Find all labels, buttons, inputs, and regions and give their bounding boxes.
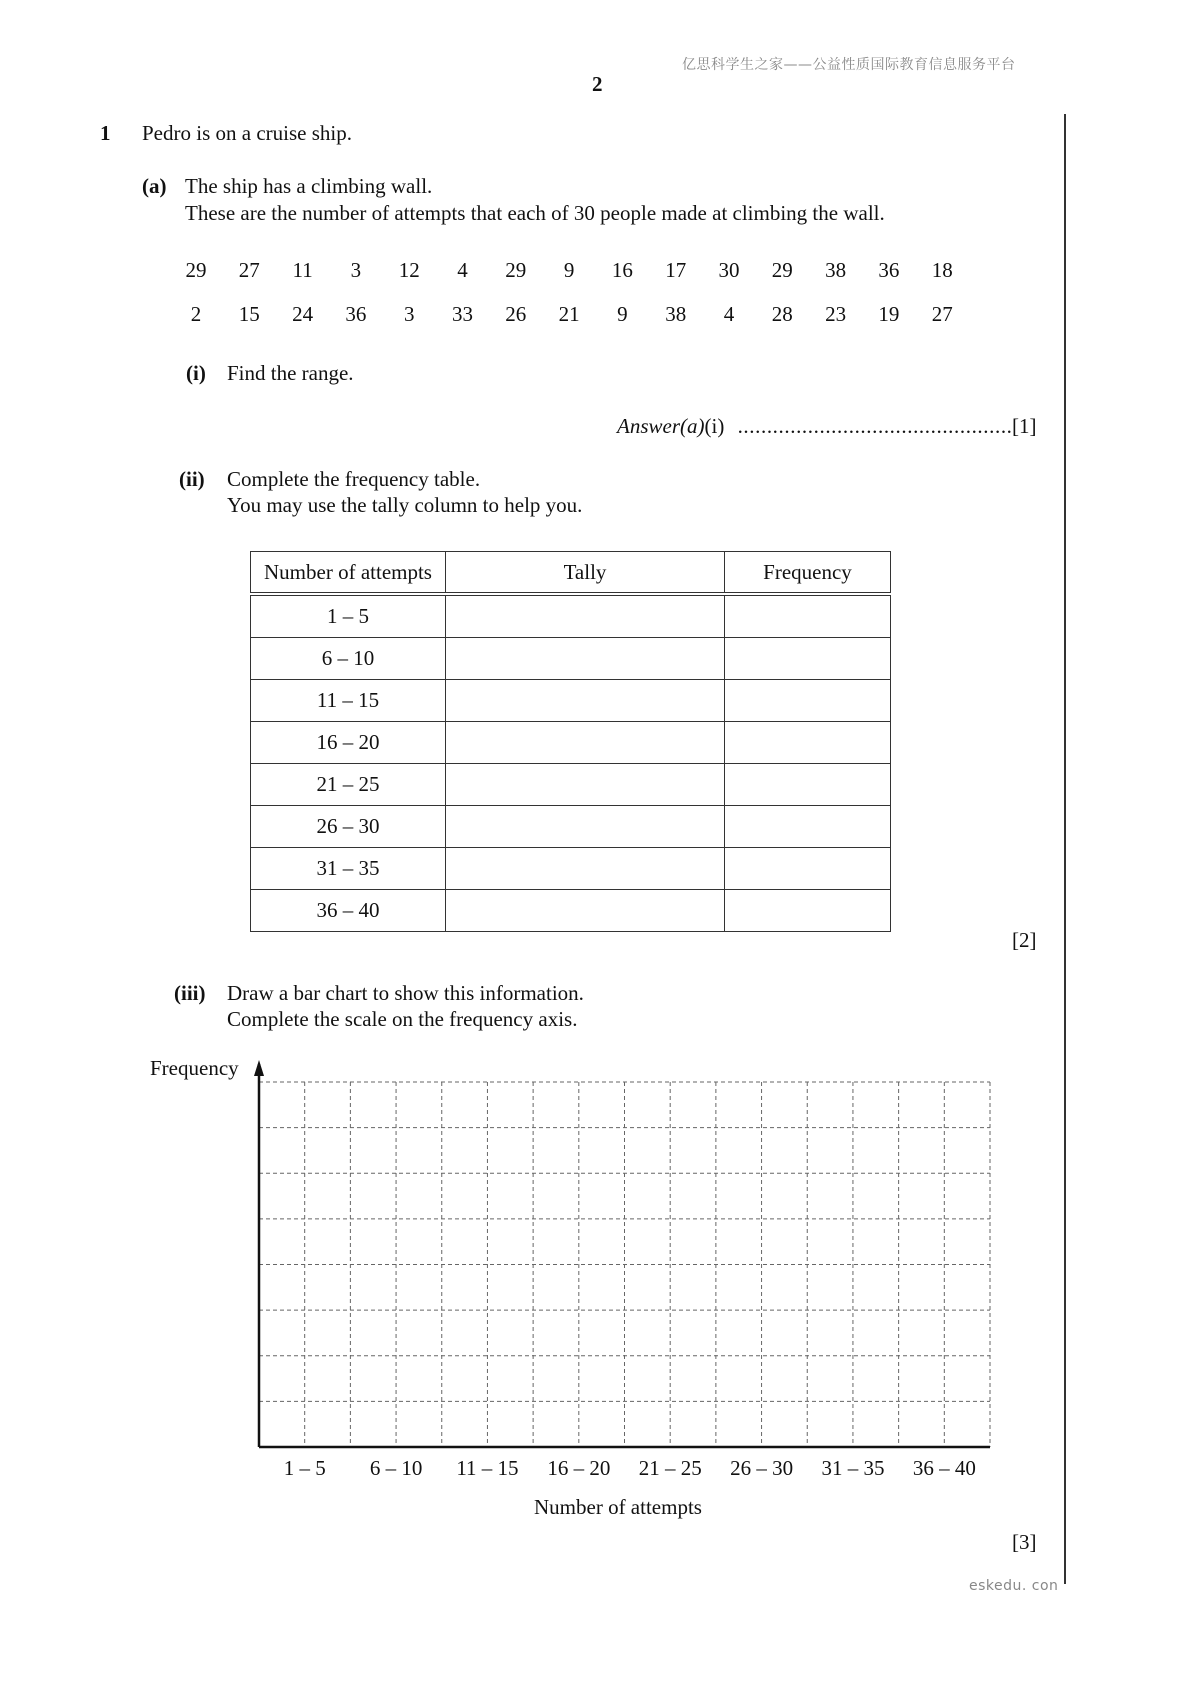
x-tick-label: 26 – 30 bbox=[730, 1456, 794, 1480]
marks-i: [1] bbox=[1012, 414, 1037, 438]
data-row-1-value: 27 bbox=[238, 258, 260, 282]
part-a-label: (a) bbox=[142, 174, 167, 198]
x-tick-label: 36 – 40 bbox=[912, 1456, 976, 1480]
watermark-top: 亿思科学生之家——公益性质国际教育信息服务平台 bbox=[682, 57, 1016, 73]
part-iii-label: (iii) bbox=[174, 981, 206, 1005]
range-cell: 16 – 20 bbox=[251, 722, 446, 764]
data-row-2-value: 9 bbox=[617, 302, 628, 326]
x-tick-label: 11 – 15 bbox=[456, 1456, 519, 1480]
data-row-2-value: 24 bbox=[292, 302, 314, 326]
y-axis-arrow-icon bbox=[254, 1060, 264, 1076]
marks-iii: [3] bbox=[1012, 1530, 1037, 1554]
data-row-2-value: 2 bbox=[190, 302, 202, 326]
data-row-1-value: 12 bbox=[398, 258, 420, 282]
range-cell: 36 – 40 bbox=[251, 890, 446, 932]
range-cell: 26 – 30 bbox=[251, 806, 446, 848]
data-row-1-value: 9 bbox=[563, 258, 575, 282]
data-row-1-value: 18 bbox=[931, 258, 953, 282]
data-row-1-value: 4 bbox=[457, 258, 468, 282]
question-number: 1 bbox=[100, 121, 111, 145]
range-cell: 31 – 35 bbox=[251, 848, 446, 890]
data-row-2-value: 28 bbox=[771, 302, 793, 326]
x-tick-label: 6 – 10 bbox=[369, 1456, 423, 1480]
data-row-2-value: 3 bbox=[403, 302, 415, 326]
range-cell: 21 – 25 bbox=[251, 764, 446, 806]
header-frequency: Frequency bbox=[725, 552, 891, 595]
data-row-1-value: 38 bbox=[825, 258, 847, 282]
data-row-2-value: 36 bbox=[345, 302, 367, 326]
data-row-2-value: 21 bbox=[558, 302, 580, 326]
part-ii-line2: You may use the tally column to help you. bbox=[227, 493, 583, 517]
data-row-1-value: 11 bbox=[292, 258, 313, 282]
x-tick-label: 31 – 35 bbox=[821, 1456, 885, 1480]
answer-suffix: (i) bbox=[704, 414, 725, 438]
data-row-2-value: 23 bbox=[825, 302, 847, 326]
data-row-2-value: 26 bbox=[505, 302, 527, 326]
data-row-1-value: 29 bbox=[185, 258, 207, 282]
data-row-1-value: 29 bbox=[771, 258, 793, 282]
data-row-2-value: 27 bbox=[931, 302, 953, 326]
range-cell: 6 – 10 bbox=[251, 638, 446, 680]
answer-prefix: Answer(a) bbox=[617, 414, 705, 438]
range-cell: 11 – 15 bbox=[251, 680, 446, 722]
data-row-1-value: 29 bbox=[505, 258, 527, 282]
data-row-2-value: 19 bbox=[878, 302, 900, 326]
watermark-bottom: eskedu. con bbox=[969, 1578, 1059, 1594]
data-row-2-value: 15 bbox=[238, 302, 260, 326]
marks-ii: [2] bbox=[1012, 928, 1037, 952]
answer-dots[interactable]: ............................................... bbox=[737, 414, 1013, 438]
part-ii-label: (ii) bbox=[179, 467, 205, 491]
part-i-label: (i) bbox=[186, 361, 206, 385]
data-row-2-value: 4 bbox=[723, 302, 735, 326]
part-i-text: Find the range. bbox=[227, 361, 354, 385]
part-a-line2: These are the number of attempts that each of 30 people made at climbing the wall. bbox=[185, 201, 885, 225]
data-row-1-value: 3 bbox=[350, 258, 362, 282]
range-cell: 1 – 5 bbox=[251, 594, 446, 638]
header-tally: Tally bbox=[446, 552, 725, 595]
data-row-1-value: 16 bbox=[611, 258, 633, 282]
y-axis-label: Frequency bbox=[150, 1056, 239, 1080]
data-row-2-value: 33 bbox=[452, 302, 473, 326]
data-row-1-value: 17 bbox=[665, 258, 687, 282]
part-ii-line1: Complete the frequency table. bbox=[227, 467, 481, 491]
x-axis-label: Number of attempts bbox=[534, 1495, 702, 1519]
question-intro: Pedro is on a cruise ship. bbox=[142, 121, 352, 145]
x-tick-label: 21 – 25 bbox=[638, 1456, 702, 1480]
x-tick-label: 16 – 20 bbox=[547, 1456, 611, 1480]
part-a-line1: The ship has a climbing wall. bbox=[185, 174, 433, 198]
part-iii-line2: Complete the scale on the frequency axis. bbox=[227, 1007, 578, 1031]
data-row-1-value: 36 bbox=[878, 258, 900, 282]
page-number: 2 bbox=[592, 72, 603, 96]
data-row-2-value: 38 bbox=[665, 302, 687, 326]
header-number-of-attempts: Number of attempts bbox=[251, 552, 446, 595]
data-row-1-value: 30 bbox=[718, 258, 740, 282]
part-iii-line1: Draw a bar chart to show this information. bbox=[227, 981, 584, 1005]
x-tick-label: 1 – 5 bbox=[283, 1456, 326, 1480]
